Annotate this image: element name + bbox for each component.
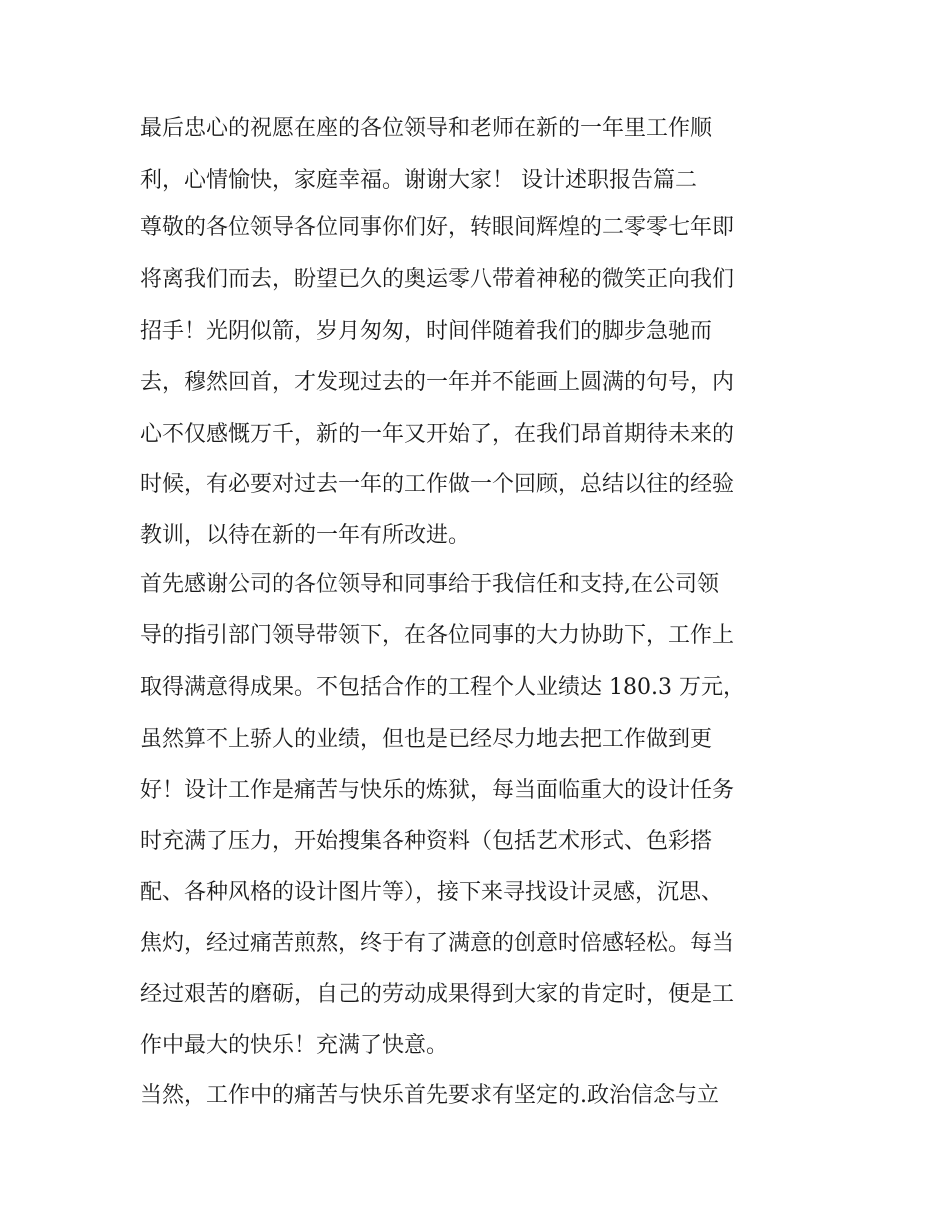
text-line: 招手！光阴似箭，岁月匆匆，时间伴随着我们的脚步急驰而 xyxy=(140,319,713,344)
text-line: 尊敬的各位领导各位同事你们好，转眼间辉煌的二零零七年即 xyxy=(140,215,735,240)
text-line: 焦灼，经过痛苦煎熬，终于有了满意的创意时倍感轻松。每当 xyxy=(140,931,735,956)
text-line: 当然，工作中的痛苦与快乐首先要求有坚定的.政治信念与立 xyxy=(140,1083,719,1108)
text-line: 导的指引部门领导带领下，在各位同事的大力协助下，工作上 xyxy=(140,623,735,648)
text-line: 最后忠心的祝愿在座的各位领导和老师在新的一年里工作顺 xyxy=(140,116,713,141)
text-line: 经过艰苦的磨砺，自己的劳动成果得到大家的肯定时，便是工 xyxy=(140,982,735,1007)
text-line: 时充满了压力，开始搜集各种资料（包括艺术形式、色彩搭 xyxy=(140,829,713,854)
text-line: 作中最大的快乐！充满了快意。 xyxy=(140,1033,449,1058)
text-line: 利，心情愉快，家庭幸福。谢谢大家！ 设计述职报告篇二 xyxy=(140,168,697,193)
text-line: 首先感谢公司的各位领导和同事给于我信任和支持,在公司领 xyxy=(140,572,719,597)
text-line: 虽然算不上骄人的业绩，但也是已经尽力地去把工作做到更 xyxy=(140,727,713,752)
text-line: 心不仅感慨万千，新的一年又开始了，在我们昂首期待未来的 xyxy=(140,422,735,447)
text-line: 教训，以待在新的一年有所改进。 xyxy=(140,523,471,548)
text-line: 配、各种风格的设计图片等），接下来寻找设计灵感，沉思、 xyxy=(140,880,724,905)
text-line: 去，穆然回首，才发现过去的一年并不能画上圆满的句号，内 xyxy=(140,370,735,395)
text-line: 好！设计工作是痛苦与快乐的炼狱，每当面临重大的设计任务 xyxy=(140,778,735,803)
text-line: 将离我们而去，盼望已久的奥运零八带着神秘的微笑正向我们 xyxy=(140,267,735,292)
text-line: 取得满意得成果。不包括合作的工程个人业绩达 180.3 万元， xyxy=(140,675,745,700)
text-line: 时候，有必要对过去一年的工作做一个回顾，总结以往的经验 xyxy=(140,472,735,497)
